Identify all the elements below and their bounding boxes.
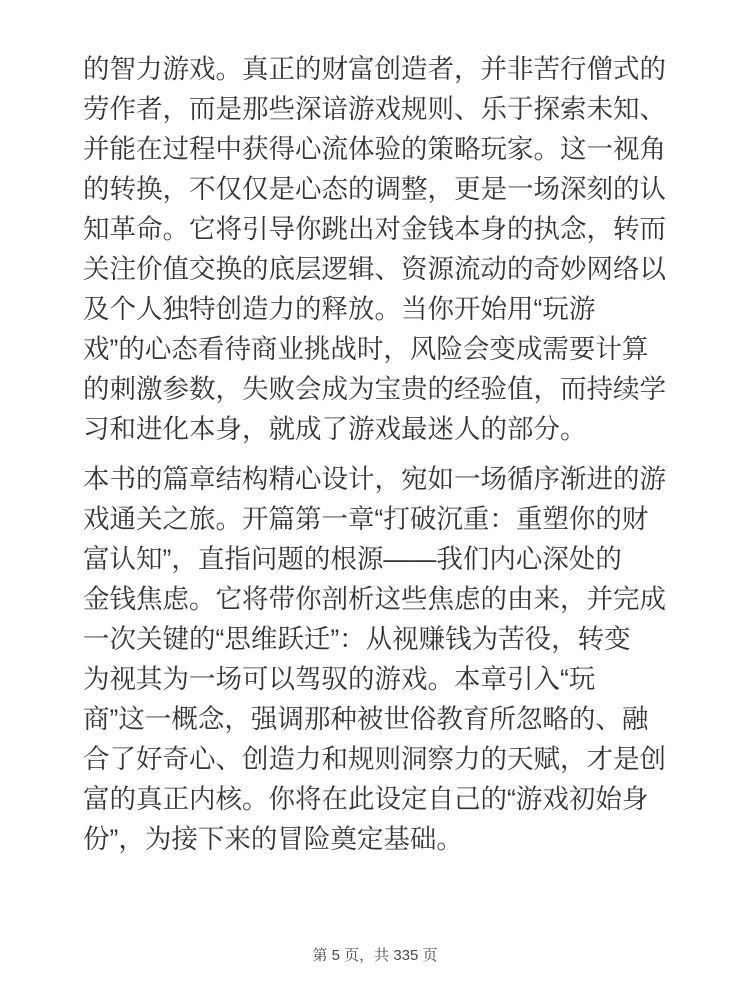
text-line: 的智力游戏。真正的财富创造者，并非苦行僧式的 — [83, 54, 666, 84]
text-line: 一次关键的“思维跃迁”：从视赚钱为苦役，转变 — [83, 624, 631, 654]
page-text-content — [83, 49, 669, 859]
text-line: 份”，为接下来的冒险奠定基础。 — [83, 824, 463, 854]
text-line: 的转换，不仅仅是心态的调整，更是一场深刻的认 — [83, 174, 666, 204]
text-line: 为视其为一场可以驾驭的游戏。本章引入“玩 — [83, 664, 596, 694]
text-line: 富认知”，直指问题的根源——我们内心深处的 — [83, 544, 622, 574]
text-line: 的刺激参数，失败会成为宝贵的经验值，而持续学 — [83, 374, 666, 404]
text-line: 本书的篇章结构精心设计，宛如一场循序渐进的游 — [83, 464, 666, 494]
text-line: 富的真正内核。你将在此设定自己的“游戏初始身 — [83, 784, 649, 814]
paragraph — [83, 459, 669, 859]
text-line: 劳作者，而是那些深谙游戏规则、乐于探索未知、 — [83, 94, 666, 124]
page-number-label: 第 5 页，共 335 页 — [312, 947, 438, 964]
text-line: 金钱焦虑。它将带你剖析这些焦虑的由来，并完成 — [83, 584, 666, 614]
text-line: 戏”的心态看待商业挑战时，风险会变成需要计算 — [83, 334, 649, 364]
text-line: 并能在过程中获得心流体验的策略玩家。这一视角 — [83, 134, 666, 164]
text-line: 商”这一概念，强调那种被世俗教育所忽略的、融 — [83, 704, 649, 734]
text-line: 合了好奇心、创造力和规则洞察力的天赋，才是创 — [83, 744, 666, 774]
text-line: 及个人独特创造力的释放。当你开始用“玩游 — [83, 294, 596, 324]
text-line: 关注价值交换的底层逻辑、资源流动的奇妙网络以 — [83, 254, 666, 284]
text-line: 戏通关之旅。开篇第一章“打破沉重：重塑你的财 — [83, 504, 649, 534]
text-line: 习和进化本身，就成了游戏最迷人的部分。 — [83, 414, 587, 444]
text-line: 知革命。它将引导你跳出对金钱本身的执念，转而 — [83, 214, 666, 244]
paragraph — [83, 49, 669, 449]
page-footer — [0, 945, 750, 967]
